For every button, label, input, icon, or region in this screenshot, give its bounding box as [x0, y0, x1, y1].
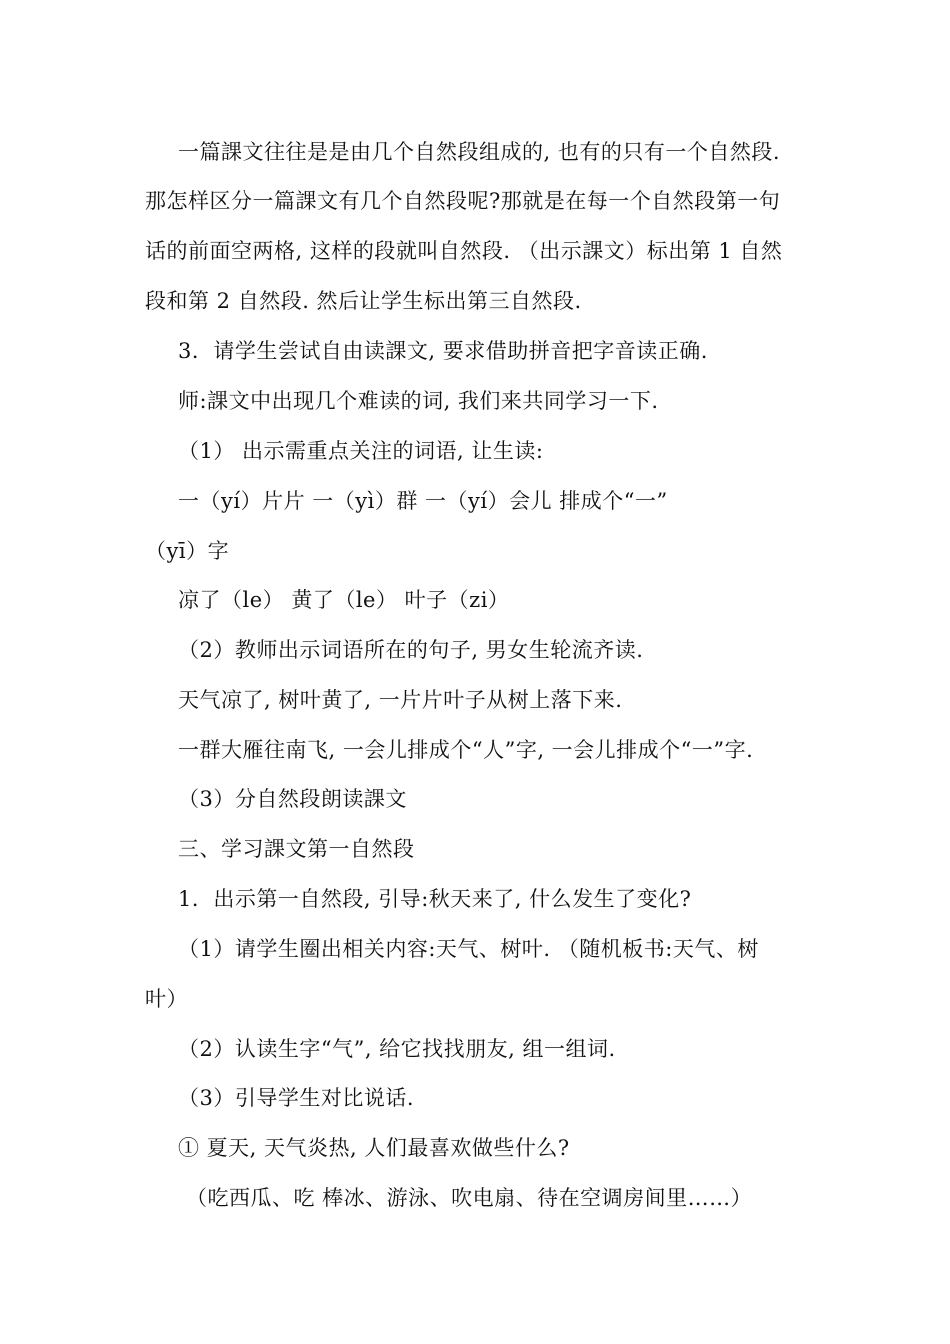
text-line: （1）请学生圈出相关内容:天气、树叶. （随机板书:天气、树 — [178, 937, 759, 961]
text-line: 那怎样区分一篇課文有几个自然段呢?那就是在每一个自然段第一句 — [145, 189, 781, 213]
text-line: 凉了（le） 黄了（le） 叶子（zi） — [178, 588, 510, 612]
text-line: （2）认读生字“气”, 给它找找朋友, 组一组词. — [178, 1037, 616, 1061]
text-line: 3．请学生尝试自由读課文, 要求借助拼音把字音读正确. — [178, 339, 708, 363]
text-line: （3）引导学生对比说话. — [178, 1086, 415, 1110]
text-line: 段和第 2 自然段. 然后让学生标出第三自然段. — [145, 289, 582, 313]
text-line: 叶） — [145, 987, 188, 1011]
text-line: （1） 出示需重点关注的词语, 让生读: — [178, 439, 544, 463]
text-line: （3）分自然段朗读課文 — [178, 787, 407, 811]
text-line: （2）教师出示词语所在的句子, 男女生轮流齐读. — [178, 638, 644, 662]
text-line: （吃西瓜、吃 棒冰、游泳、吹电扇、待在空调房间里……） — [186, 1186, 753, 1210]
text-line: 三、学习課文第一自然段 — [178, 837, 415, 861]
text-line: 一篇課文往往是是由几个自然段组成的, 也有的只有一个自然段. — [178, 140, 781, 164]
text-line: 一群大雁往南飞, 一会儿排成个“人”字, 一会儿排成个“一”字. — [178, 738, 754, 762]
text-line: ① 夏天, 天气炎热, 人们最喜欢做些什么? — [178, 1136, 570, 1160]
text-line: 师:課文中出现几个难读的词, 我们来共同学习一下. — [178, 389, 659, 413]
text-line: 天气凉了, 树叶黄了, 一片片叶子从树上落下来. — [178, 688, 623, 712]
text-line: 1．出示第一自然段, 引导:秋天来了, 什么发生了变化? — [178, 887, 692, 911]
text-line: 话的前面空两格, 这样的段就叫自然段. （出示課文）标出第 1 自然 — [145, 239, 783, 263]
text-line: （yī）字 — [145, 539, 230, 563]
text-line: 一（yí）片片 一（yì）群 一（yí）会儿 排成个“一” — [178, 489, 668, 513]
